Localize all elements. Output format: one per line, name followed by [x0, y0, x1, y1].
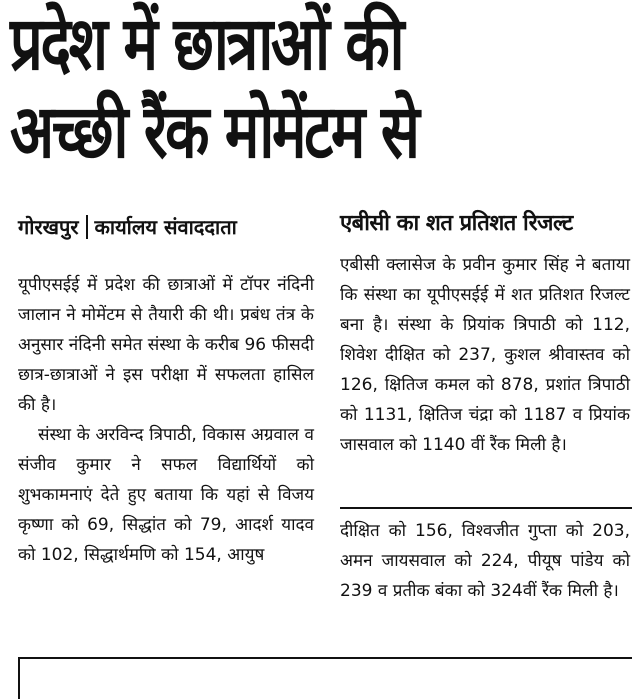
right-paragraph-1: एबीसी क्लासेज के प्रवीन कुमार सिंह ने बताया कि संस्था का यूपीएसईई में शत प्रतिशत रिजल्ट बना है। संस्था के प्रियांक त्रिपाठी को 112, शिवेश दीक्षित को 237, कुशल श्रीवास्तव को 126, क्षितिज कमल को 878, प्रशांत त्रिपाठी को 1131, क्षितिज चंद्रा को 1187 व प्रियांक जासवाल को 1140 वीं रैंक मिली है।: [340, 255, 630, 455]
headline-line-2: अच्छी रैंक मोमेंटम से: [10, 89, 418, 175]
bottom-box-border: [18, 657, 632, 699]
column-divider-rule: [340, 507, 632, 509]
left-column: [18, 270, 314, 570]
byline-place: गोरखपुर: [18, 214, 79, 239]
byline-separator: [86, 215, 88, 239]
right-column: [340, 250, 630, 460]
headline-line-1: प्रदेश में छात्राओं की: [10, 1, 403, 87]
left-paragraph-1: यूपीएसईई में प्रदेश की छात्राओं में टॉपर नंदिनी जालान ने मोमेंटम से तैयारी की थी। प्रबंध तंत्र के अनुसार नंदिनी समेत संस्था के करीब 96 फीसदी छात्र-छात्राओं ने इस परीक्षा में सफलता हासिल की है।: [18, 275, 314, 415]
byline: [18, 210, 318, 242]
left-paragraph-2: संस्था के अरविन्द त्रिपाठी, विकास अग्रवाल व संजीव कुमार ने सफल विद्यार्थियों को शुभकामनाएं देते हुए बताया कि यहां से विजय कृष्णा को 69, सिद्धांत को 79, आदर्श यादव को 102, सिद्धार्थमणि को 154, आयुष: [18, 425, 314, 565]
headline: [10, 0, 635, 176]
right-paragraph-2: दीक्षित को 156, विश्वजीत गुप्ता को 203, अमन जायसवाल को 224, पीयूष पांडेय को 239 व प्रतीक बंका को 324वीं रैंक मिली है।: [340, 521, 630, 601]
right-subhead: एबीसी का शत प्रतिशत रिजल्ट: [340, 211, 573, 236]
right-column-continued: [340, 516, 630, 606]
byline-credit: कार्यालय संवाददाता: [94, 214, 237, 239]
